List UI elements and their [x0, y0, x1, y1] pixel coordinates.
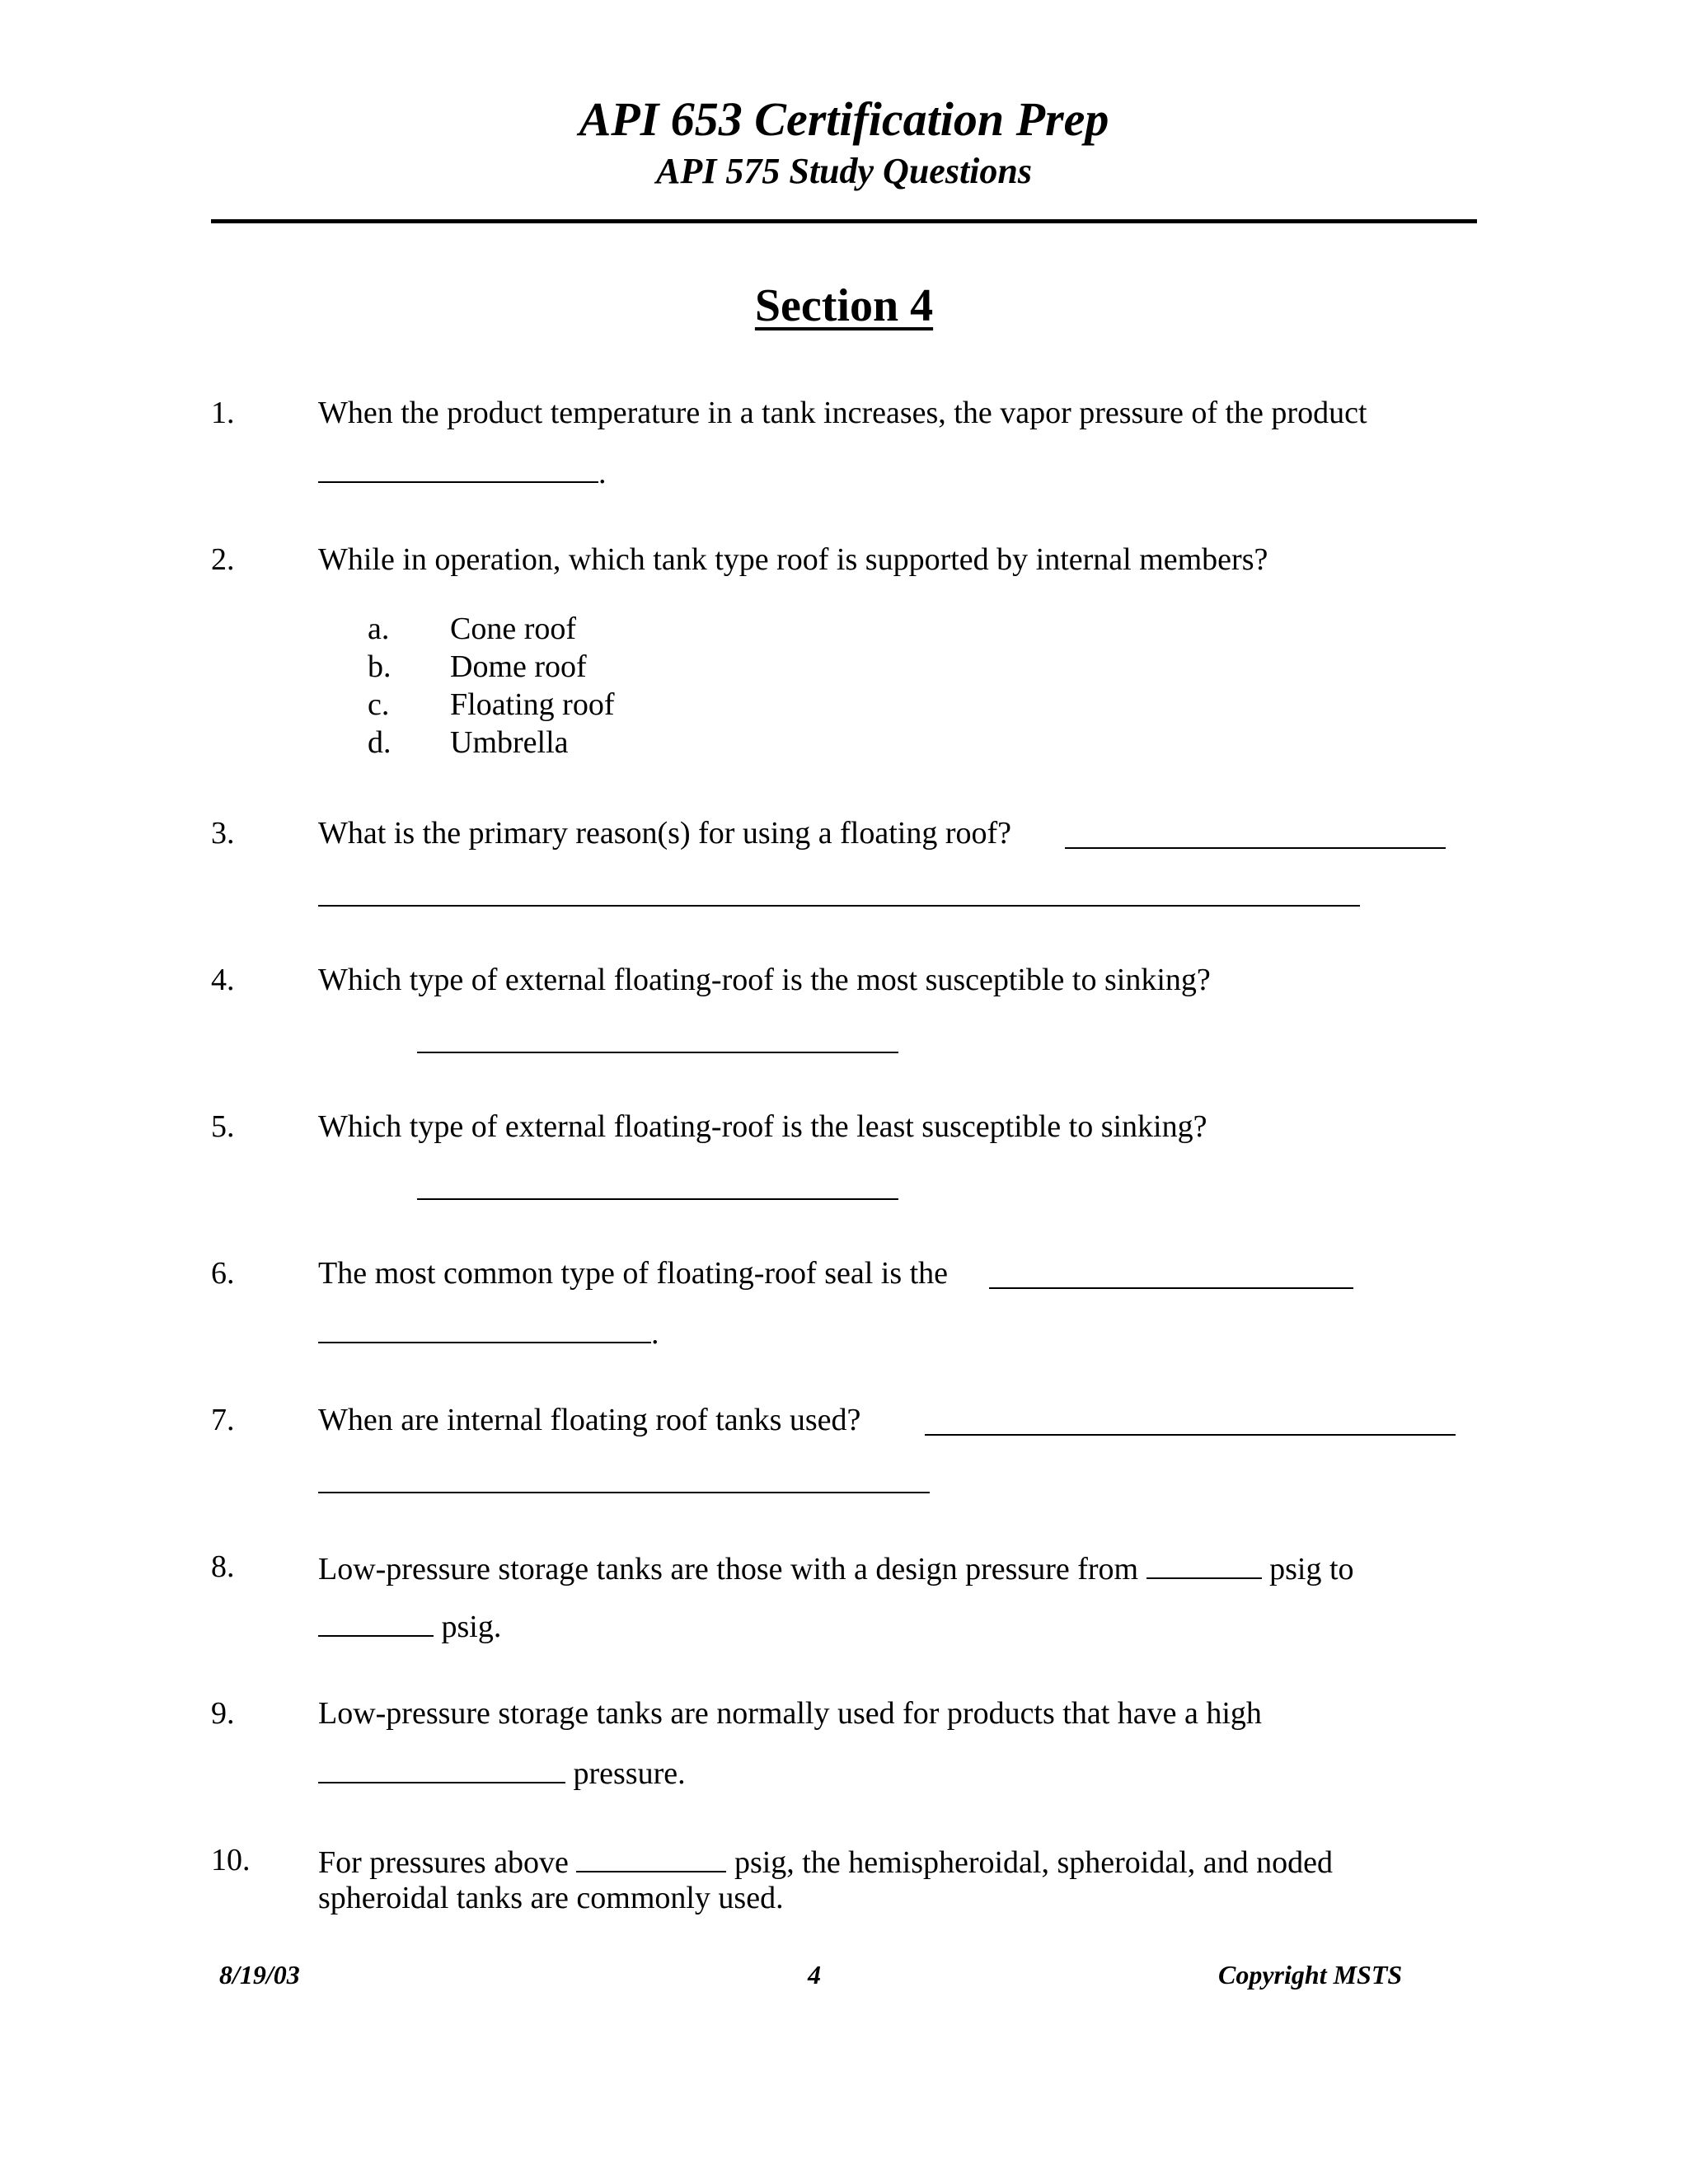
question-text-line-2: spheroidal tanks are commonly used.	[318, 1881, 784, 1915]
question-text: While in operation, which tank type roof is supported by internal members?	[318, 542, 1268, 577]
answer-blank[interactable]	[417, 1169, 898, 1200]
question-text: When are internal floating roof tanks used?	[318, 1403, 861, 1437]
question-text: What is the primary reason(s) for using a floating roof?	[318, 816, 1012, 851]
option-text: Dome roof	[450, 649, 587, 684]
question-text: Low-pressure storage tanks are normally used for products that have a high	[318, 1696, 1262, 1731]
answer-blank-min[interactable]	[1146, 1548, 1262, 1579]
option-letter: a.	[368, 612, 390, 646]
question-mid: psig to	[1269, 1552, 1354, 1586]
option-text: Cone roof	[450, 612, 577, 646]
answer-blank[interactable]	[417, 1022, 898, 1053]
question-text: When the product temperature in a tank increases, the vapor pressure of the product	[318, 396, 1367, 430]
option-text: Floating roof	[450, 687, 615, 722]
answer-blank-line-2[interactable]	[318, 1312, 651, 1343]
footer-page-number: 4	[808, 1960, 821, 1990]
footer-date: 8/19/03	[219, 1960, 300, 1990]
question-number: 9.	[211, 1696, 235, 1731]
question-text: For pressures above	[318, 1845, 569, 1880]
question-number: 2.	[211, 542, 235, 577]
question-body	[318, 1841, 1333, 1882]
answer-blank[interactable]	[925, 1404, 1456, 1436]
question-mid: psig, the hemispheroidal, spheroidal, and noded	[734, 1845, 1334, 1880]
question-tail: .	[651, 1316, 659, 1351]
question-number: 10.	[211, 1843, 251, 1877]
question-number: 3.	[211, 816, 235, 851]
question-number: 1.	[211, 396, 235, 430]
answer-blank[interactable]	[318, 452, 598, 483]
option-letter: c.	[368, 687, 390, 722]
question-text: Which type of external floating-roof is the least susceptible to sinking?	[318, 1109, 1207, 1144]
question-text: The most common type of floating-roof seal is the	[318, 1256, 949, 1291]
option-text: Umbrella	[450, 725, 569, 760]
answer-blank[interactable]	[318, 1752, 565, 1783]
answer-blank-line-2[interactable]	[318, 875, 1360, 907]
question-number: 7.	[211, 1403, 235, 1437]
answer-blank[interactable]	[1065, 818, 1446, 849]
footer-copyright: Copyright MSTS	[1218, 1960, 1403, 1990]
header-divider	[211, 219, 1477, 223]
question-tail: .	[598, 456, 607, 490]
question-number: 8.	[211, 1549, 235, 1584]
question-body	[318, 1548, 1354, 1588]
page-title: API 653 Certification Prep	[579, 92, 1109, 146]
section-title: Section 4	[754, 280, 934, 331]
page-subtitle: API 575 Study Questions	[656, 151, 1032, 191]
answer-blank[interactable]	[989, 1258, 1353, 1289]
question-text: Low-pressure storage tanks are those with a design pressure from	[318, 1552, 1139, 1586]
question-number: 5.	[211, 1109, 235, 1144]
answer-blank-line-2[interactable]	[318, 1462, 930, 1493]
question-tail: psig.	[441, 1610, 502, 1644]
option-letter: b.	[368, 649, 392, 684]
question-number: 4.	[211, 963, 235, 997]
answer-blank-max[interactable]	[318, 1605, 434, 1637]
question-number: 6.	[211, 1256, 235, 1291]
question-text: Which type of external floating-roof is the most susceptible to sinking?	[318, 963, 1211, 997]
option-letter: d.	[368, 725, 392, 760]
question-tail: pressure.	[573, 1756, 686, 1791]
answer-blank[interactable]	[576, 1841, 726, 1872]
page-header	[0, 91, 1688, 194]
